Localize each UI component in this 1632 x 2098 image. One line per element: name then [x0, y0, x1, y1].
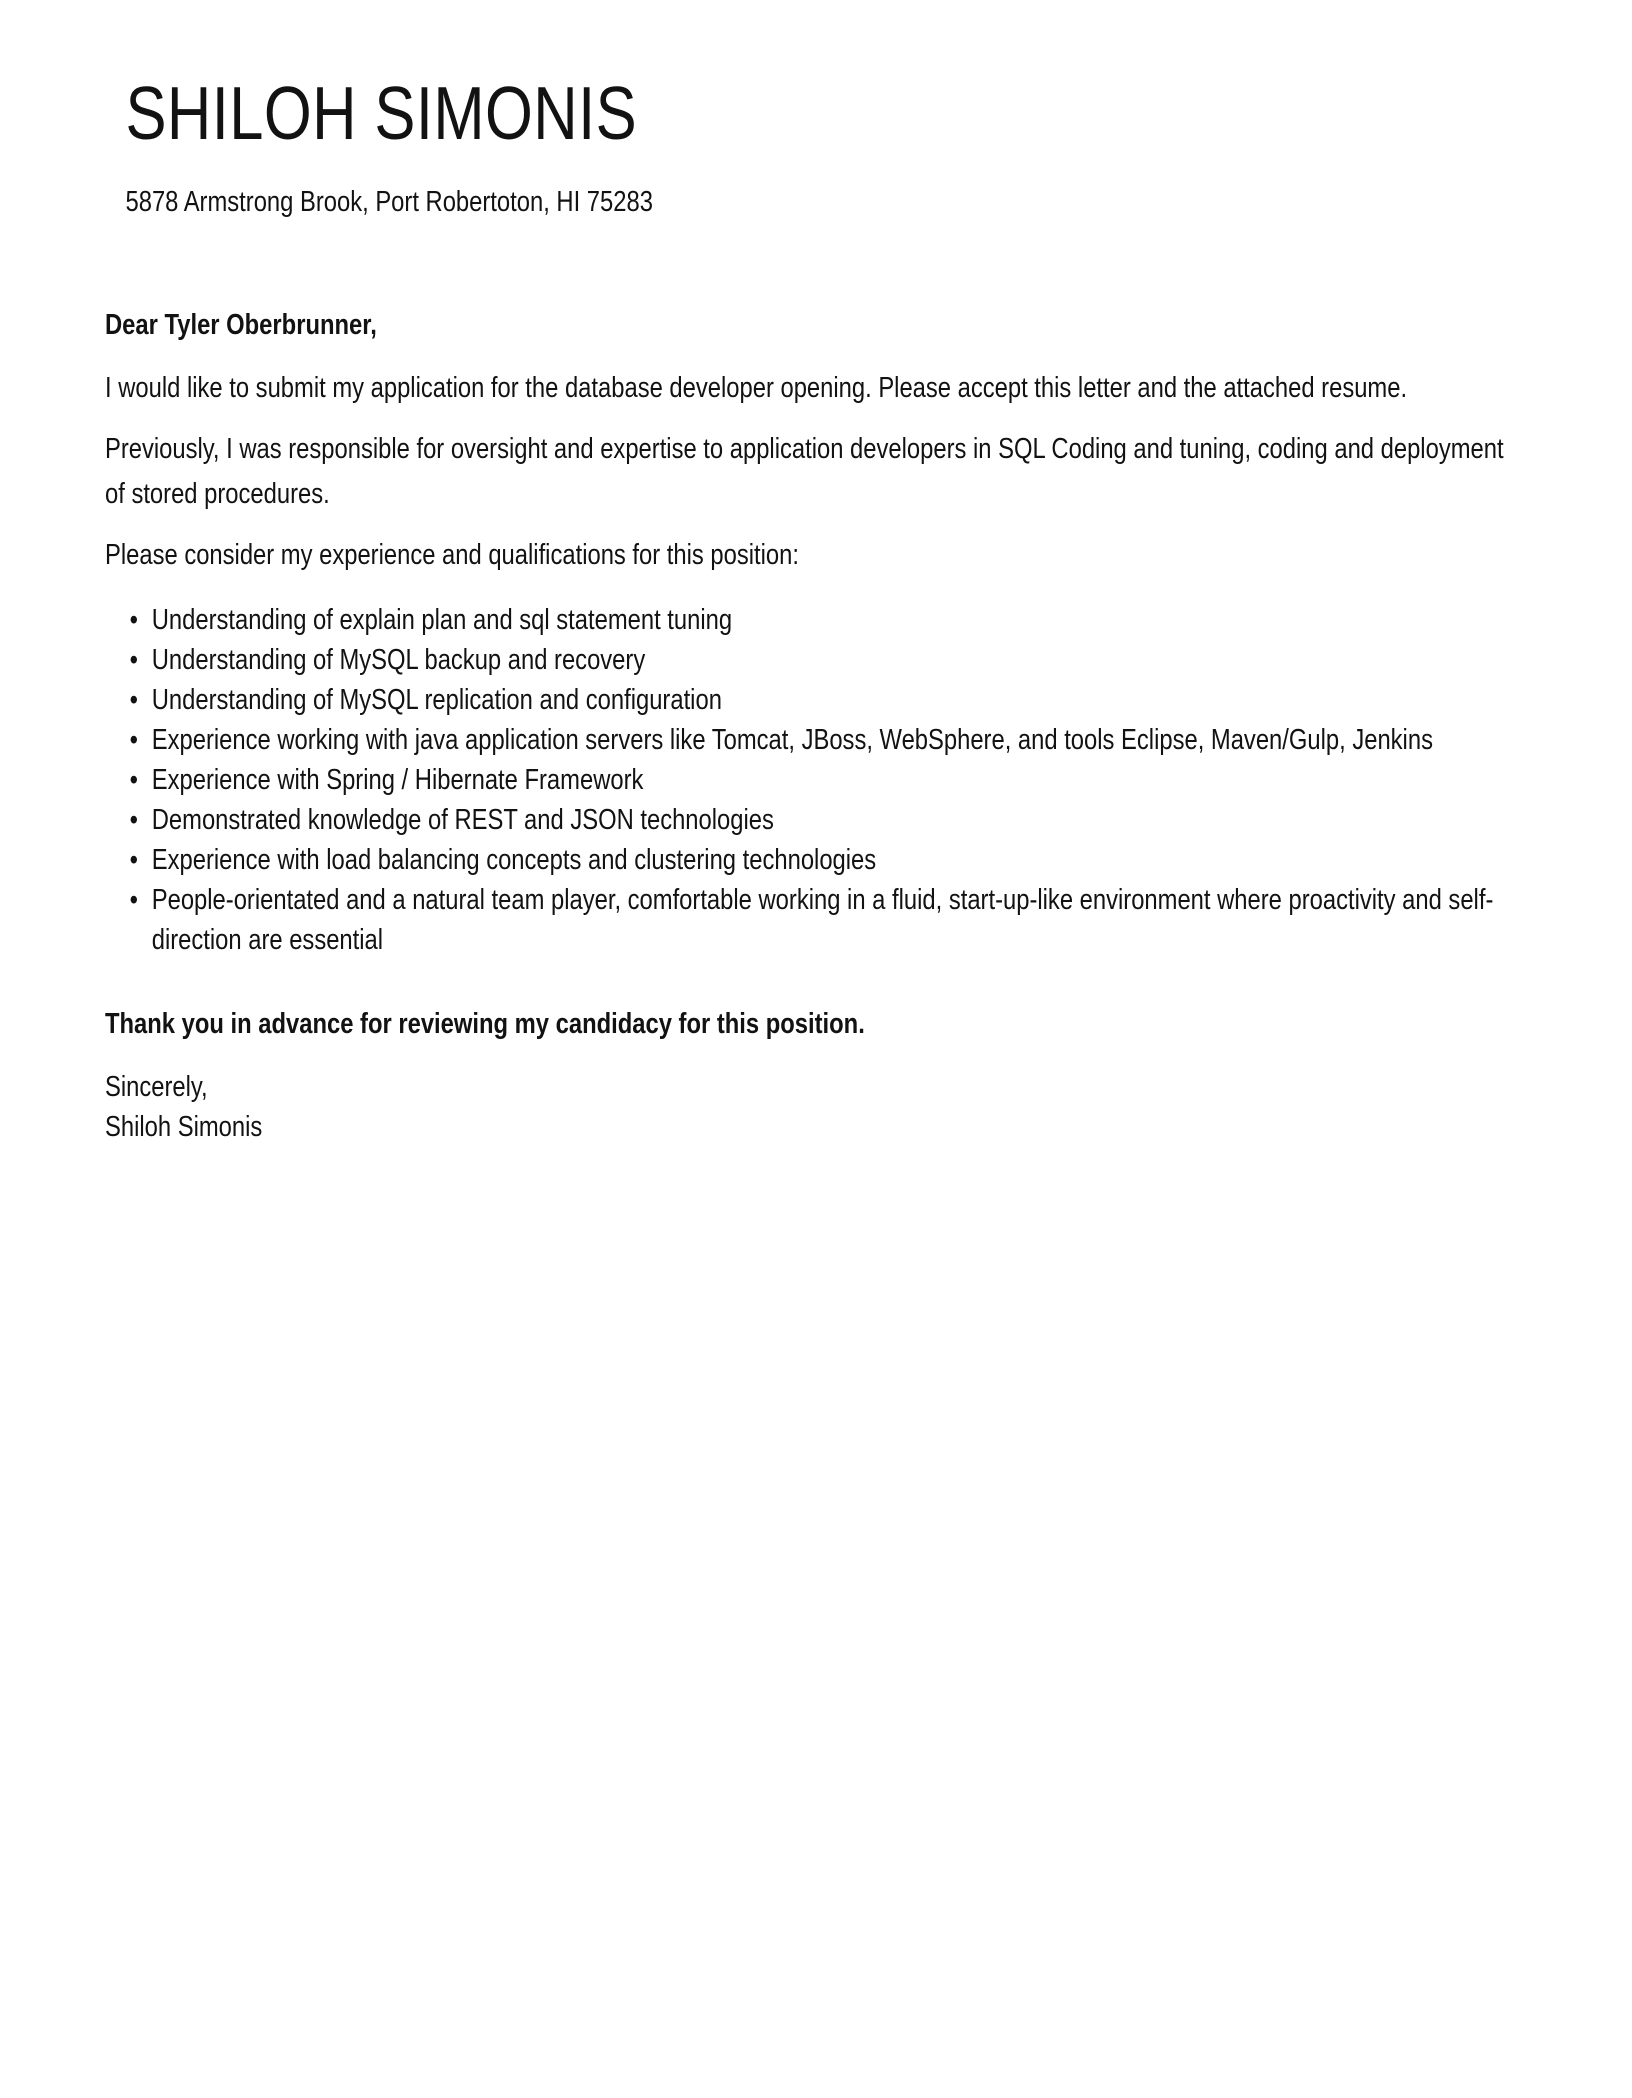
letter-body [105, 303, 1527, 1147]
signature-block [105, 1067, 1527, 1147]
qualification-item: • People-orientated and a natural team player, comfortable working in a fluid, start-up-like environment where proactivity and self-direction are essential [105, 880, 1527, 960]
page-title: SHILOH SIMONIS [125, 71, 638, 155]
letter-header [126, 70, 1527, 225]
qualification-item: • Experience with Spring / Hibernate Framework [105, 760, 1527, 800]
paragraph-qualifications-intro: Please consider my experience and qualifications for this position: [105, 539, 799, 571]
sender-address: 5878 Armstrong Brook, Port Robertoton, HI 75283 [125, 186, 653, 218]
paragraph-experience: Previously, I was responsible for oversight and expertise to application developers in SQL Coding and tuning, coding and deployment of stored procedures. [105, 433, 1504, 510]
qualification-item: • Understanding of MySQL replication and configuration [105, 680, 1527, 720]
qualification-item: • Experience with load balancing concepts and clustering technologies [105, 840, 1527, 880]
signature-name: Shiloh Simonis [105, 1111, 263, 1143]
paragraph-application: I would like to submit my application for the database developer opening. Please accept this letter and the attached resume. [105, 372, 1408, 404]
letter-content [105, 70, 1527, 1147]
closing-thanks: Thank you in advance for reviewing my candidacy for this position. [105, 1008, 865, 1040]
qualification-item: • Understanding of MySQL backup and recovery [105, 640, 1527, 680]
qualification-item: • Understanding of explain plan and sql statement tuning [105, 600, 1527, 640]
qualification-item: • Experience working with java application servers like Tomcat, JBoss, WebSphere, and tools Eclipse, Maven/Gulp, Jenkins [105, 720, 1527, 760]
qualification-item: • Demonstrated knowledge of REST and JSON technologies [105, 800, 1527, 840]
qualifications-list [105, 600, 1527, 960]
salutation: Dear Tyler Oberbrunner, [105, 309, 377, 341]
signoff-word: Sincerely, [105, 1071, 208, 1103]
